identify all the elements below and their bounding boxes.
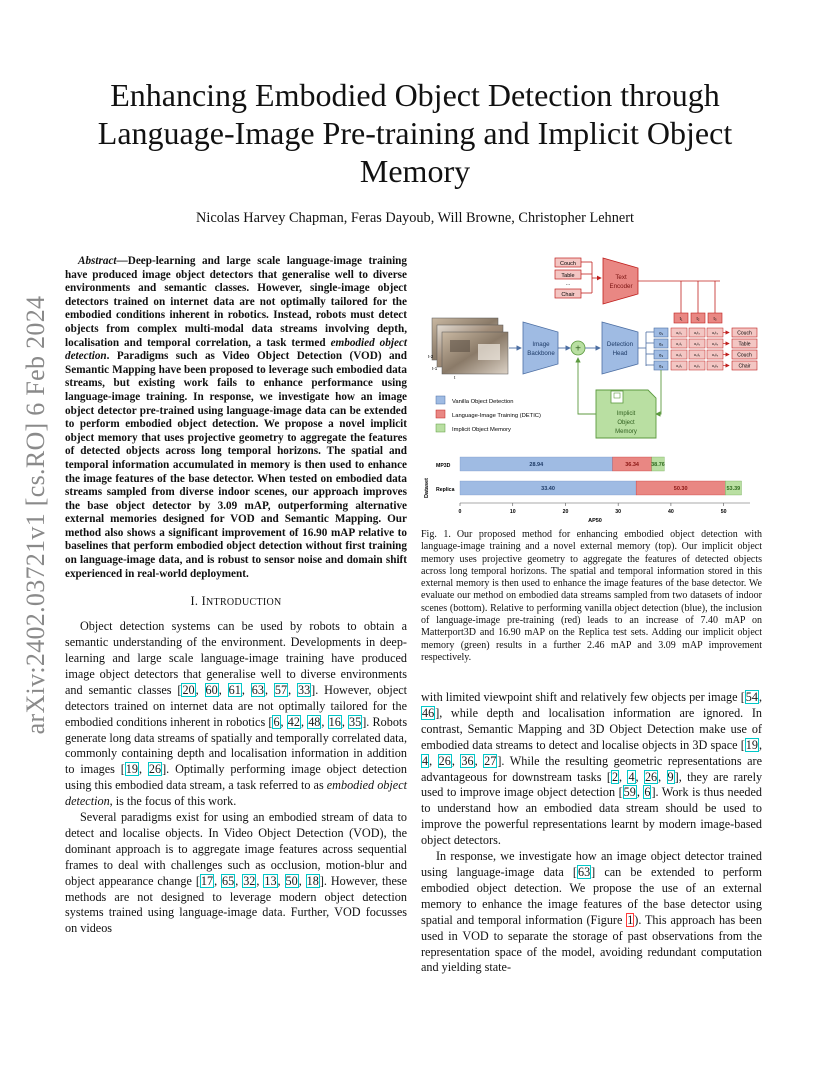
citation-group: [17, 65, 32, 13, 50, 18] [195,873,324,888]
citation-group: [59, 6] [618,785,656,800]
citation-link[interactable]: 4 [628,769,635,784]
bar-value-label: 50.30 [673,486,688,492]
citation-link[interactable]: 61 [228,682,241,697]
class-label: Table [561,273,575,279]
x-tick-label: 20 [562,509,569,515]
predicted-class-label: Chair [738,363,751,370]
citation-link[interactable]: 35 [349,714,362,729]
x-tick-label: 0 [458,509,462,515]
intro-paragraph: In response, we investigate how an image object detector trained using language-image data [63] can be extended to perform embodied object detection. We propose the use of an external memory to enhance the image features of the base detector using spatial and temporal information (Figure 1). This approach has been used in VOD to separate the storage of past observations from the representation space of the model, avoiding redundant computation and yielding state- [421,849,762,975]
citation-link[interactable]: 13 [264,873,277,888]
caption-text: Our proposed method for enhancing embodied object detection with language-image training and a novel external memory (top). Our implicit object memory uses projective geometry to aggregate the features of detected objects across long temporal horizons. The spatial and temporal information stored in this external memory is then used to enhance the image features of the base detector. We evaluate our method on embodied data streams sampled from two datasets of indoor scenes (bottom). Relative to performing vanilla object detection (blue), the inclusion of language-image pre-training (red) leads to an increase of 7.40 mAP on Matterport3D and 16.90 mAP on the Replica test sets. Adding our implicit object memory (green) results in a further 2.46 mAP and 3.09 mAP improvement respectively. [421,529,762,663]
text-token-row [674,313,722,323]
predicted-class-label: Table [738,341,751,348]
legend-label: Implicit Object Memory [452,427,511,433]
encoder-output-connectors [638,281,720,313]
frame-label: t-1 [432,366,438,371]
citation-group: [19, 26] [120,762,167,777]
citation-link[interactable]: 16 [328,714,341,729]
region-label: o₁ [658,330,664,336]
similarity-cell: o₁t₁ [676,331,682,335]
input-frame-stack [428,318,508,380]
legend-label: Vanilla Object Detection [452,399,514,405]
chart-category-label: MP3D [436,463,451,469]
citation-link[interactable]: 26 [438,753,451,768]
text-token-label: t₃ [713,316,717,321]
plus-icon: + [575,343,581,355]
legend-swatch-language-image [436,410,445,418]
bar-value-label: 36.34 [625,462,639,468]
region-embedding-column [654,328,668,370]
head-output-connectors [638,332,654,366]
class-label-list [555,258,581,298]
abstract [65,255,407,581]
image-backbone-label: Image [532,341,550,348]
intro-paragraph: Several paradigms exist for using an embodied stream of data to detect and localise objects. In Video Object Detection (VOD), the dominant approach is to aggregate image features across sequential frames to deal with challenges such as occlusion, motion-blur and object appearance change [17, 65, 32, 13, 50, 18]. However, these methods are not designed to leverage modern object detection systems trained using language-image data. Further, VOD focusses on videos [65,810,408,936]
predicted-class-label: Couch [737,352,752,359]
citation-link[interactable]: 36 [461,753,474,768]
citation-link[interactable]: 46 [422,705,435,720]
figure-1 [420,252,765,524]
x-tick-label: 40 [668,509,674,515]
region-label: o₃ [658,352,664,358]
citation-link[interactable]: 18 [306,873,319,888]
citation-link[interactable]: 42 [287,714,300,729]
text-encoder-label: Encoder [609,283,633,290]
scene-furniture-shape [478,344,500,360]
figure-legend [436,396,541,433]
text-token-label: t₂ [696,316,700,321]
citation-link[interactable]: 4 [422,753,429,768]
abstract-text: —Deep-learning and large scale language-image training have produced image object detectors that generalise well to diverse environments and semantic classes. However, single-image object detectors trained on internet data are not optimally tailored for the embodied conditions inherent in robotics. Instead, robots must detect objects from complex multi-modal data streams involving depth, localisation and temporal correlation, a task termed [65,255,407,349]
citation-link[interactable]: 6 [644,785,651,800]
citation-link[interactable]: 50 [285,873,298,888]
citation-link[interactable]: 63 [251,682,264,697]
arxiv-identifier: arXiv:2402.03721v1 [cs.RO] 6 Feb 2024 [21,295,50,735]
similarity-cell: o₃t₂ [693,353,701,357]
intro-paragraph: with limited viewpoint shift and relatively few objects per image [54, 46], while depth and localisation information are ignored. In contrast, Semantic Mapping and 3D Object Detection make use of embodied data streams to detect and localise objects in 3D space [19, 4, 26, 36, 27]. While the resulting geometric representations are advantageous for downstream tasks [2, 4, 26, 9], they are rarely used to improve image object detection [59, 6]. Work is thus needed to understand how an embodied data stream should be used to improve the powerful representations learnt by modern image-based object detectors. [421,690,763,848]
implicit-memory-label: Implicit [616,411,636,417]
class-label: Chair [561,292,575,298]
citation-link[interactable]: 32 [243,873,256,888]
similarity-cell: o₁t₂ [694,331,700,335]
text-encoder-label: Text [615,274,627,281]
predicted-class-list [732,328,757,370]
predicted-class-label: Couch [737,330,752,337]
scene-furniture-shape [450,340,470,352]
prediction-arrows [723,333,729,366]
citation-link[interactable]: 19 [125,762,138,777]
citation-link[interactable]: 9 [667,769,674,784]
similarity-cell: o₃t₃ [711,353,719,357]
citation-link[interactable]: 48 [308,714,321,729]
frame-label: t [454,375,456,380]
similarity-cell: o₄t₁ [676,364,682,368]
region-label: o₂ [658,341,664,347]
similarity-matrix [671,328,723,370]
citation-link[interactable]: 57 [274,682,288,697]
citation-link[interactable]: 54 [745,690,758,704]
legend-swatch-vanilla [436,396,445,404]
ap50-bar-chart [424,457,750,524]
region-label: o₄ [658,363,664,369]
chart-category-label: Replica [436,487,455,493]
image-backbone-block [523,322,558,374]
bar-value-label: 53.39 [726,486,741,492]
author-list: Nicolas Harvey Chapman, Feras Dayoub, Will Browne, Christopher Lehnert [196,210,634,226]
similarity-cell: o₂t₃ [711,342,719,346]
x-tick-label: 30 [615,509,622,515]
similarity-cell: o₄t₃ [711,364,719,368]
implicit-memory-label: Memory [615,429,637,435]
x-tick-label: 50 [720,509,727,515]
similarity-cell: o₃t₁ [676,353,682,357]
abstract-lead: Abstract [78,255,117,267]
abstract-text: . Paradigms such as Video Object Detection (VOD) and Semantic Mapping have been proposed to leverage such embodied data streams, but existing work fails to enhance performance using language-image training. In response, we investigate how an image object detector pre-trained using language-image data can be extended to perform embodied object detection. We propose a novel implicit object memory that uses projective geometry to aggregate the features of detected objects across long temporal horizons. The spatial and temporal information accumulated in memory is then used to enhance the image features of the base detector. When tested on embodied data streams sampled from diverse indoor scenes, our approach improves the base object detector by 3.09 mAP, outperforming alternative external memories designed for VOD and Semantic Mapping. Our method also shows a significant improvement of 16.90 mAP relative to baselines that perform embodied object detection without first training on language-image data, and is robust to sensor noise and domain shift experienced in real-world deployment. [65,350,407,580]
citation-group: [2, 4, 26, 9] [606,769,679,784]
citation-group: [6, 42, 48, 16, 35] [268,714,367,729]
citation-link[interactable]: 27 [484,753,497,768]
bar-value-label: 38.76 [651,462,665,468]
legend-swatch-implicit-memory [436,424,445,432]
citation-link[interactable]: 19 [745,737,758,752]
detection-head-block [602,322,638,374]
citation-link[interactable]: 6 [273,714,280,729]
citation-group: [54, 46] [422,690,762,720]
abstract-term: embodied object detection [65,336,407,363]
figure-1-graphic [420,252,765,524]
class-to-encoder-connectors [581,262,601,293]
citation-group: [20, 60, 61, 63, 57, 33] [177,682,316,697]
similarity-cell: o₂t₂ [693,342,701,346]
caption-label: Fig. 1. [421,529,451,540]
similarity-cell: o₁t₃ [712,331,718,335]
citation-link[interactable]: 26 [148,762,162,777]
citation-link[interactable]: 59 [623,785,636,800]
class-label-ellipsis: ... [565,281,571,287]
detection-head-label: Head [612,350,628,357]
citation-group: [63] [572,864,596,879]
class-label: Couch [560,261,576,267]
x-tick-label: 10 [509,509,516,515]
chart-xlabel: AP50 [588,518,602,524]
implicit-memory-label: Object [617,420,635,426]
citation-link[interactable]: 60 [205,682,218,697]
detection-head-label: Detection [606,341,634,348]
text-token-label: t₁ [679,316,683,321]
citation-link[interactable]: 26 [644,769,658,784]
citation-group: [19, 4, 26, 36, 27] [422,737,762,768]
figure-1-caption [421,529,762,664]
right-column [421,690,762,976]
bar-value-label: 33.40 [541,486,555,492]
left-column [65,255,407,937]
citation-link[interactable]: 65 [222,873,235,888]
paper-title: Enhancing Embodied Object Detection through Language-Image Pre-training and Implicit Object Memory [97,77,733,189]
similarity-cell: o₂t₁ [676,342,682,346]
bar-value-label: 28.94 [529,462,544,468]
section-heading-introduction: I. INTRODUCTION [190,594,282,609]
legend-label: Language-Image Training (DETIC) [452,413,541,419]
figure-reference-link[interactable]: 1 [627,912,634,927]
similarity-cell: o₄t₂ [693,364,701,368]
intro-paragraph: Object detection systems can be used by robots to obtain a semantic understanding of the environment. Developments in deep-learning and large scale language-image training have produced image object detectors that generalise well to diverse environments and semantic classes [20, 60, 61, 63, 57, 33]. However, object detectors trained on internet data are not optimally tailored for the embodied conditions inherent in robotics [6, 42, 48, 16, 35]. Robots generate long data streams of spatially and temporally correlated data, commonly containing depth and localisation information in addition to images [19, 26]. Optimally performing image object detection using this embodied data stream, a task referred to as embodied object detection, is the focus of this work. [65,619,408,809]
text-encoder-block [603,258,638,304]
citation-link[interactable]: 2 [611,769,619,784]
image-backbone-label: Backbone [527,350,555,357]
citation-link[interactable]: 33 [297,682,311,697]
citation-link[interactable]: 63 [577,864,591,879]
citation-link[interactable]: 17 [200,873,214,888]
citation-link[interactable]: 20 [182,682,195,697]
frame-label: t-2 [428,354,434,359]
chart-ylabel: Dataset [424,478,430,498]
